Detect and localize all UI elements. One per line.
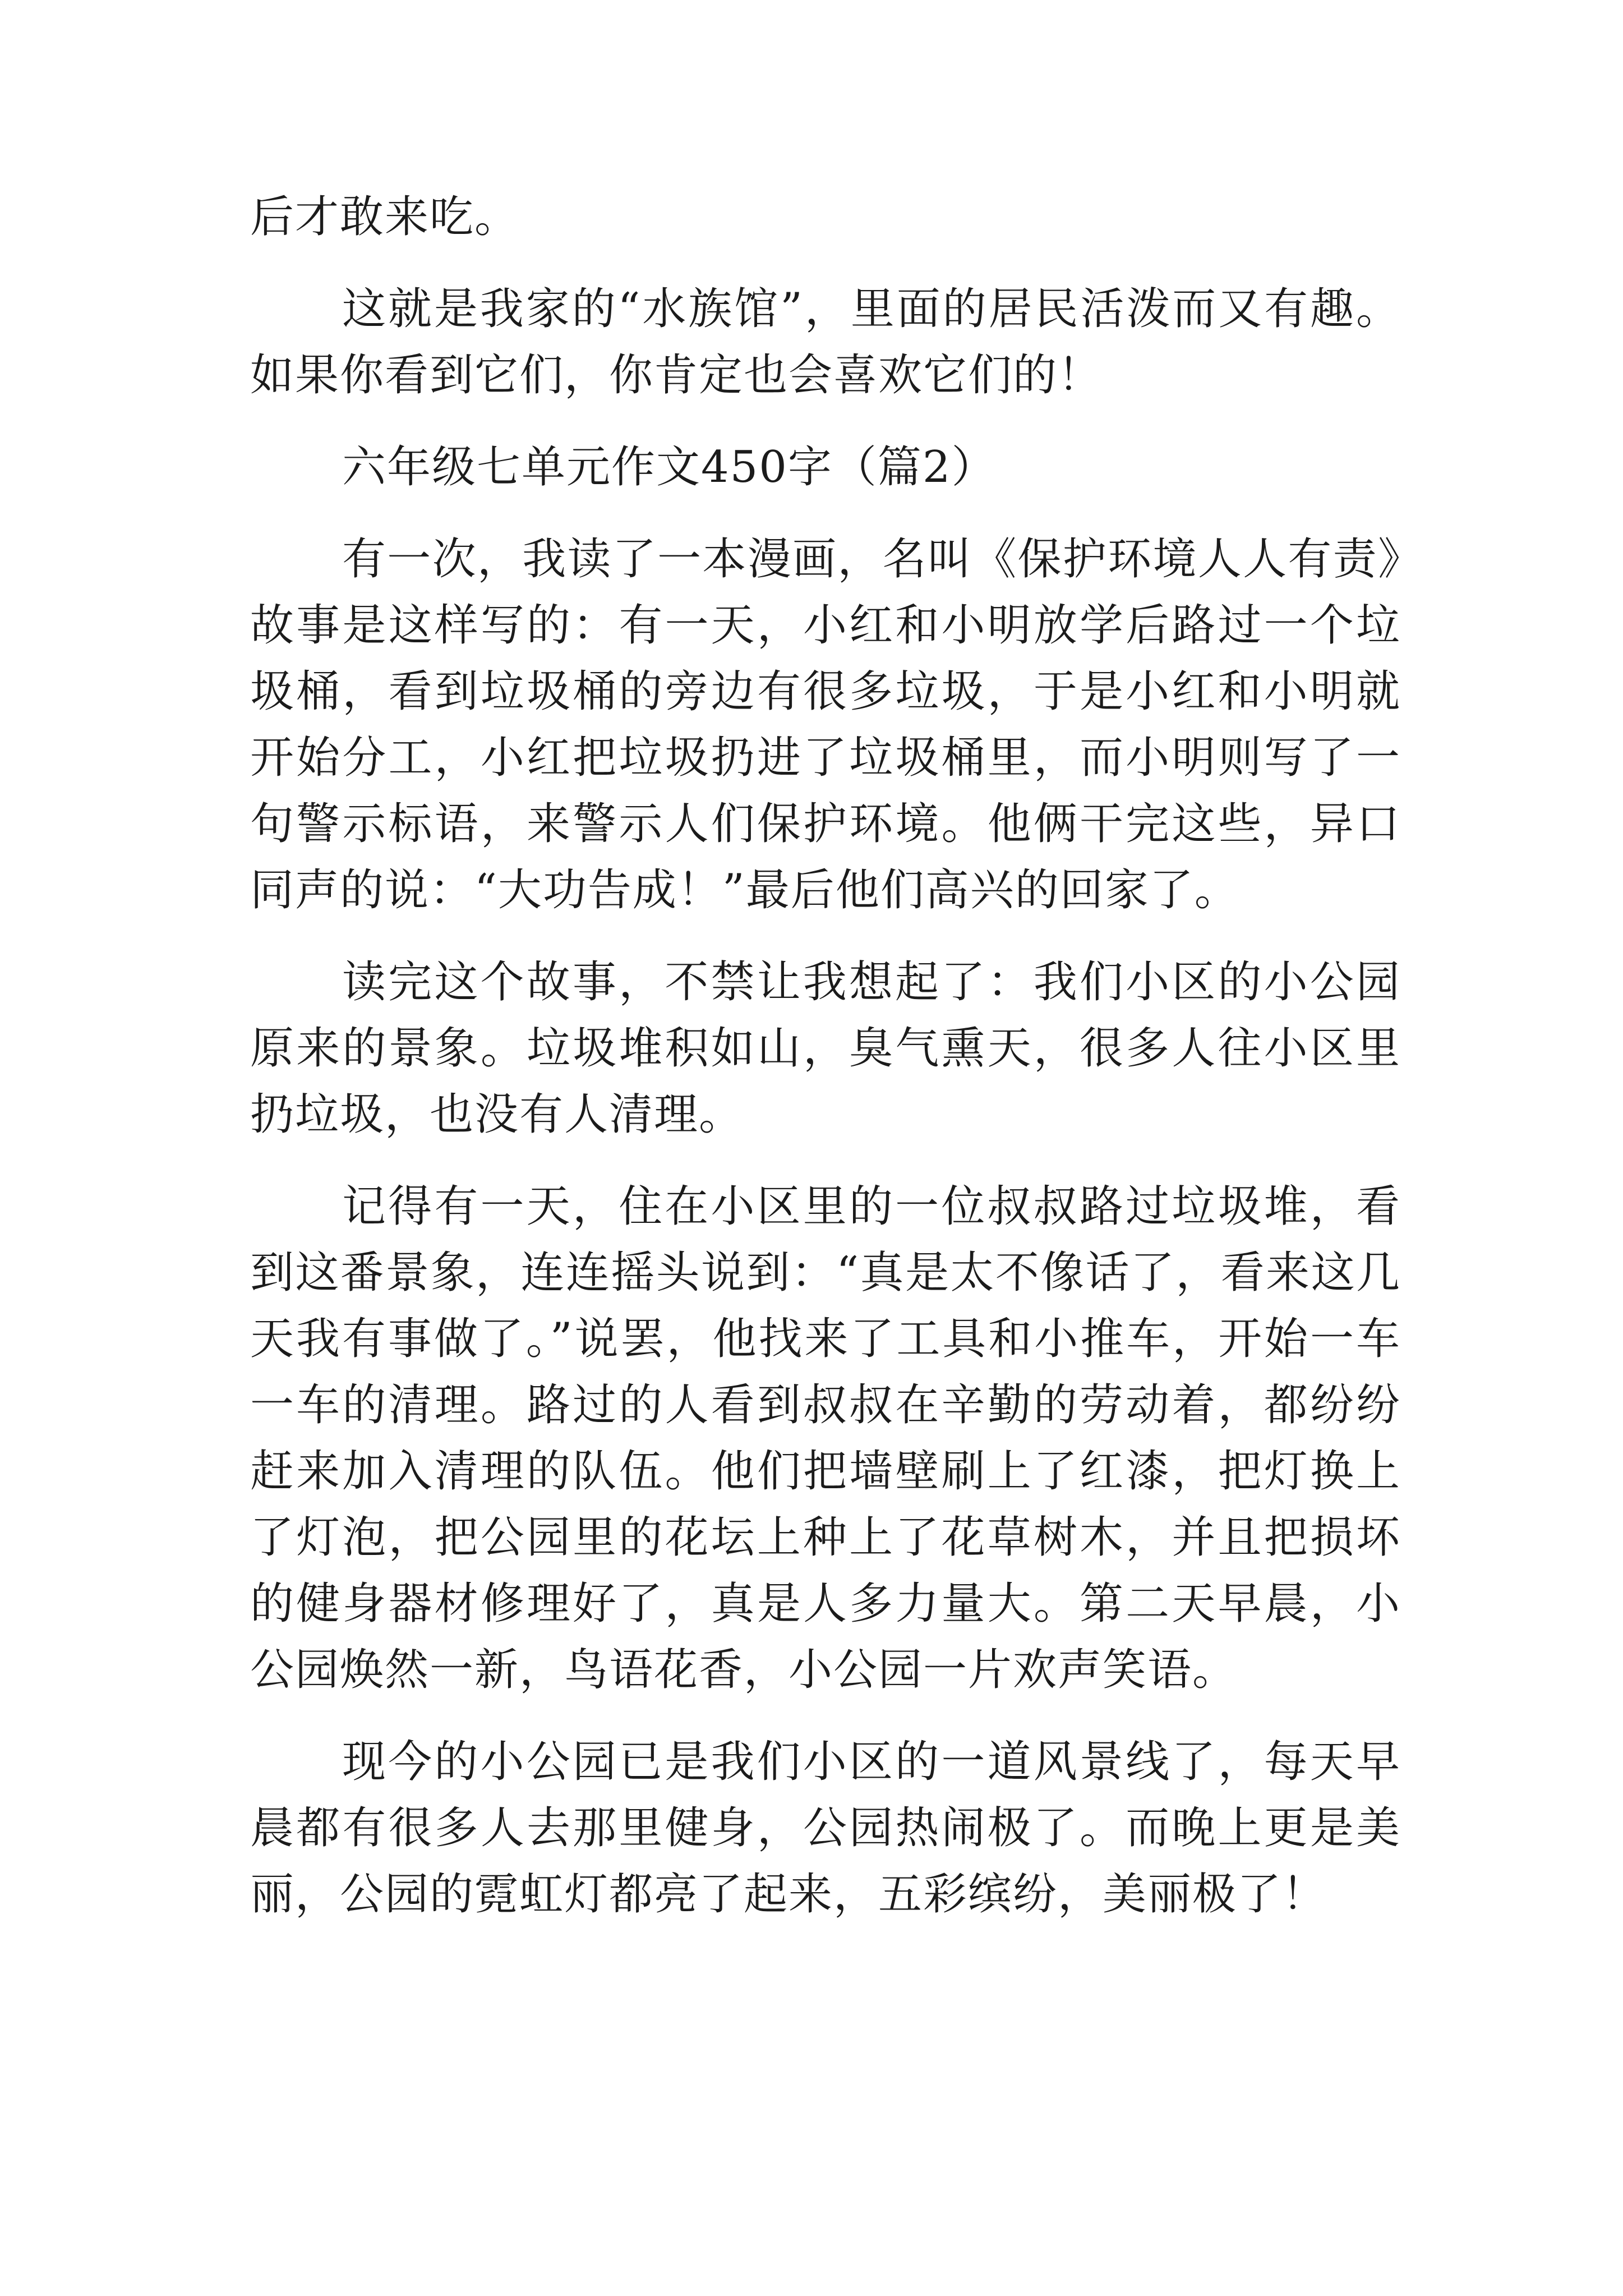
essay-heading: 六年级七单元作文450字（篇2） [342, 442, 997, 493]
document-body [250, 184, 1401, 1927]
paragraph-aquarium-summary: 这就是我家的“水族馆”，里面的居民活泼而又有趣。如果你看到它们，你肯定也会喜欢它们的！ [250, 284, 1401, 401]
paragraph-comic-story: 有一次，我读了一本漫画，名叫《保护环境人人有责》故事是这样写的：有一天，小红和小明放学后路过一个垃圾桶，看到垃圾桶的旁边有很多垃圾，于是小红和小明就开始分工，小红把垃圾扔进了垃圾桶里，而小明则写了一句警示标语，来警示人们保护环境。他俩干完这些，异口同声的说：“大功告成！”最后他们高兴的回家了。 [250, 534, 1401, 915]
paragraph-park-memory: 读完这个故事，不禁让我想起了：我们小区的小公园原来的景象。垃圾堆积如山，臭气熏天，很多人往小区里扔垃圾，也没有人清理。 [250, 957, 1401, 1140]
paragraph-cleanup: 记得有一天，住在小区里的一位叔叔路过垃圾堆，看到这番景象，连连摇头说到：“真是太不像话了，看来这几天我有事做了。”说罢，他找来了工具和小推车，开始一车一车的清理。路过的人看到叔叔在辛勤的劳动着，都纷纷赶来加入清理的队伍。他们把墙壁刷上了红漆，把灯换上了灯泡，把公园里的花坛上种上了花草树木，并且把损坏的健身器材修理好了，真是人多力量大。第二天早晨，小公园焕然一新，鸟语花香，小公园一片欢声笑语。 [250, 1181, 1401, 1695]
paragraph-continuation: 后才敢来吃。 [250, 192, 520, 242]
paragraph-present-park: 现今的小公园已是我们小区的一道风景线了，每天早晨都有很多人去那里健身，公园热闹极了。而晚上更是美丽，公园的霓虹灯都亮了起来，五彩缤纷，美丽极了！ [250, 1737, 1401, 1920]
